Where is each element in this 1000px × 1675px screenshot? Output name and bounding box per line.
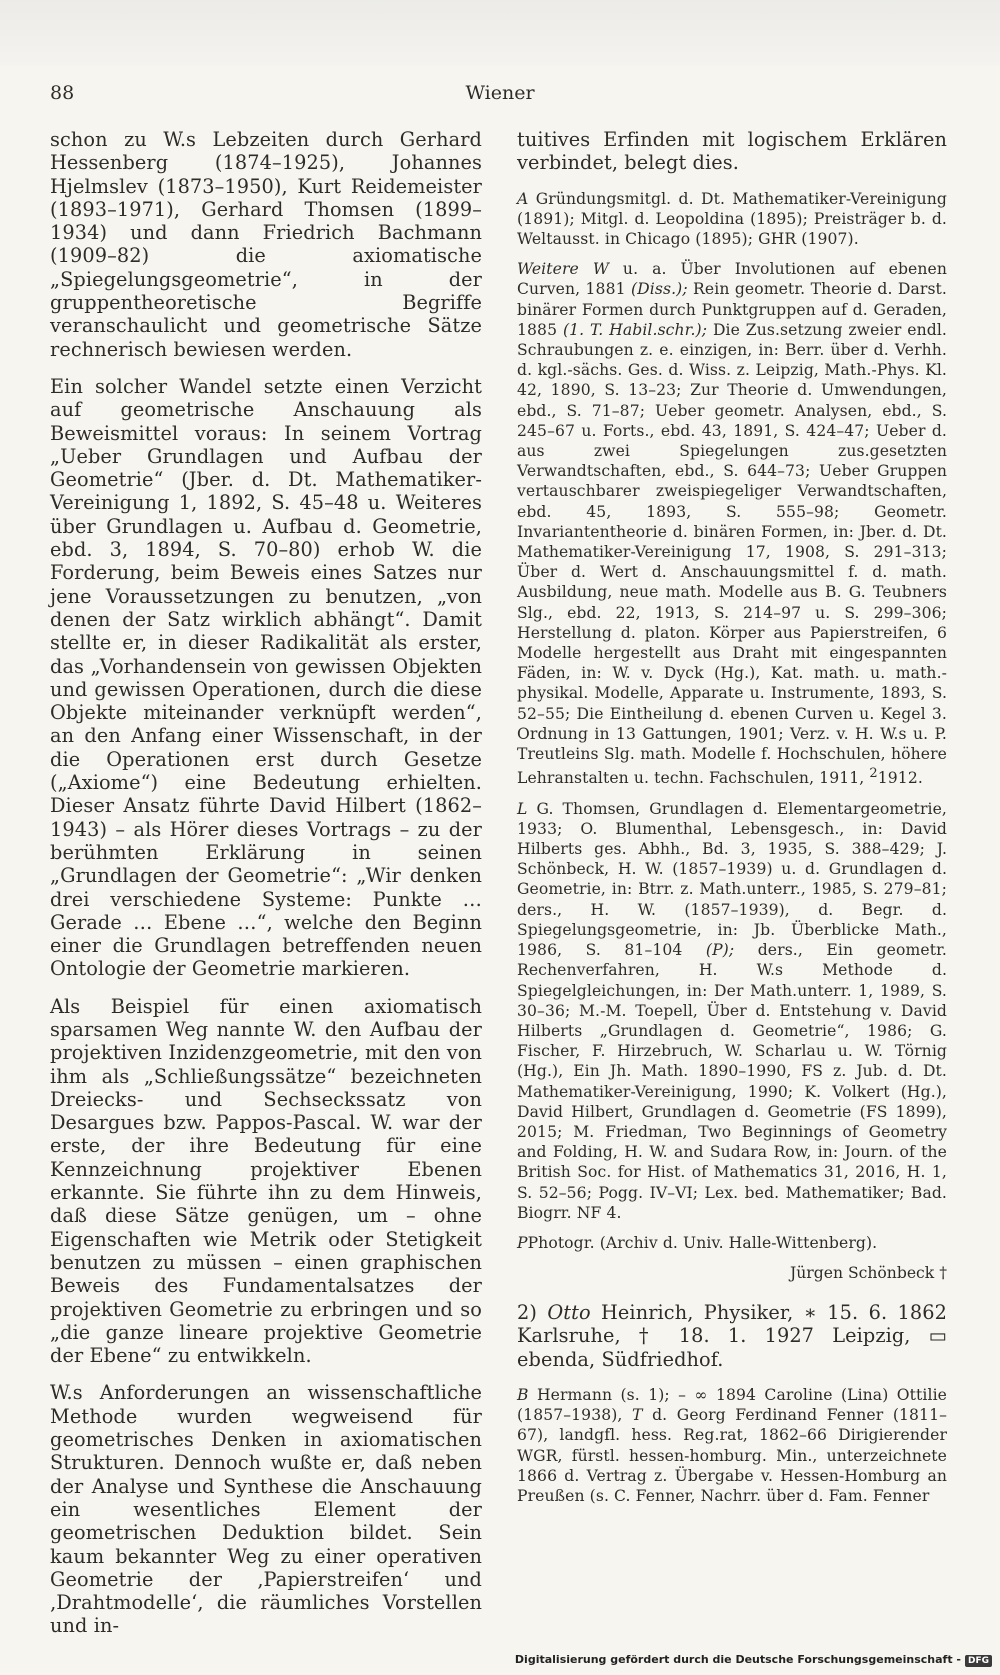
left-column <box>50 128 482 1652</box>
awards-section <box>517 189 947 250</box>
portrait-section <box>517 1233 947 1253</box>
left-paragraph-2: Ein solcher Wandel setzte einen Verzicht auf geometrische Anschauung als Beweismittel voraus: In seinem Vortrag „Ueber Grundlagen und Aufbau der Geometrie“ (Jber. d. Dt. Mathematiker-Vereinigung 1, 1892, S. 45–48 u. Weiteres über Grundlagen u. Aufbau d. Geometrie, ebd. 3, 1894, S. 70–80) erhob W. die Forderung, beim Beweis eines Satzes nur jene Voraussetzungen zu benutzen, „von denen der Satz wirklich abhängt“. Damit stellte er, in dieser Radikalität als erster, das „Vorhandensein von gewissen Objekten und gewissen Operationen, durch die diese Objekte miteinander verknüpft werden“, an den Anfang einer Wissenschaft, in der die Operationen erst durch Gesetze („Axiome“) eine Bedeutung erhielten. Dieser Ansatz führte David Hilbert (1862–1943) – als Hörer dieses Vortrags – zu der berühmten Erklärung in seinen „Grundlagen der Geometrie“: „Wir denken drei verschiedene Systeme: Punkte … Gerade … Ebene …“, welche den Beginn einer die Grundlagen betreffenden neuen Ontologie der Geometrie markieren. <box>50 374 482 981</box>
scan-top-band <box>0 0 1000 66</box>
left-paragraph-1: schon zu W.s Lebzeiten durch Gerhard Hessenberg (1874–1925), Johannes Hjelmslev (1873–1950), Kurt Reidemeister (1893–1971), Gerhard Thomsen (1899–1934) und dann Friedrich Bachmann (1909–82) die axiomatische „Spiegelungsgeometrie“, in der gruppentheoretische Begriffe veranschaulicht und geometrische Sätze rechnerisch bewiesen werden. <box>50 128 482 361</box>
portrait-text: Photogr. (Archiv d. Univ. Halle-Wittenberg). <box>527 1233 878 1252</box>
works-superscript: 2 <box>869 766 878 782</box>
works-text-2: Rein geometr. Theorie d. Darst. binärer Formen durch Punktgruppen auf d. Geraden, 1885 <box>517 280 947 339</box>
biography-text-1: Hermann (s. 1); – ∞ 1894 Caroline (Lina) Ottilie (1857–1938), <box>517 1386 947 1425</box>
works-label: Weitere W <box>517 260 609 279</box>
works-diss: (Diss.); <box>631 280 688 299</box>
entry-2-heading <box>517 1301 947 1371</box>
awards-label: A <box>517 189 529 208</box>
works-text-4: 1912. <box>877 769 923 788</box>
biography-section <box>517 1385 947 1506</box>
works-text-1: u. a. Über Involutionen auf ebenen Curven, 1881 <box>517 260 947 299</box>
author-signature: Jürgen Schönbeck † <box>790 1264 947 1283</box>
portrait-label: P <box>517 1233 528 1252</box>
awards-text: Gründungsmitgl. d. Dt. Mathematiker-Vereinigung (1891); Mitgl. d. Leopoldina (1895); Preisträger b. d. Weltausst. in Chicago (1895); GHR (1907). <box>517 189 947 248</box>
works-habil: (1. T. Habil.schr.); <box>562 320 708 339</box>
literature-text-1: G. Thomsen, Grundlagen d. Elementargeometrie, 1933; O. Blumenthal, Lebensgesch., in: David Hilberts ges. Abhh., Bd. 3, 1935, S. 388–429; J. Schönbeck, H. W. (1857–1939) u. d. Grundlagen d. Geometrie, in: Btrr. z. Math.unterr., 1985, S. 279–81; ders., H. W. (1857–1939), d. Begr. d. Spiegelungsgeometrie, in: Jb. Überblicke Math., 1986, S. 81–104 <box>517 799 947 960</box>
dfg-logo: DFG <box>965 1655 992 1667</box>
works-text-3: Die Zus.setzung zweier endl. Schraubungen z. e. einzigen, in: Berr. über d. Verhh. d. kgl.-sächs. Ges. d. Wiss. z. Leipzig, Math.-Phys. Kl. 42, 1890, S. 13–23; Zur Theorie d. Umwendungen, ebd., S. 71–87; Ueber geometr. Analysen, ebd., S. 245–67 u. Forts., ebd. 43, 1891, S. 424–47; Ueber d. aus zwei Spiegelungen zus.gesetzten Verwandtschaften, ebd., S. 644–73; Ueber Gruppen vertauschbarer zweispiegeliger Verwandtschaften, ebd. 45, 1893, S. 555–98; Geometr. Invariantentheorie d. binären Formen, in: Jber. d. Dt. Mathematiker-Vereinigung 17, 1908, S. 291–313; Über d. Wert d. Anschauungsmittel f. d. math. Ausbildung, neue math. Modelle aus B. G. Teubners Slg., ebd. 22, 1913, S. 214–97 u. S. 299–306; Herstellung d. platon. Körper aus Papierstreifen, 6 Modelle hergestellt aus Draht mit eingespannten Fäden, in: W. v. Dyck (Hg.), Kat. math. u. math.-physikal. Modelle, Apparate u. Instrumente, 1893, S. 52–55; Die Eintheilung d. ebenen Curven u. Kegel 3. Ordnung in 13 Gattungen, 1901; Verz. v. H. W.s u. P. Treutleins Slg. math. Modelle f. Hochschulen, höhere Lehranstalten u. techn. Fachschulen, 1911, <box>517 320 947 788</box>
running-title: Wiener <box>465 82 535 104</box>
page-number: 88 <box>50 82 75 104</box>
biography-text-2: d. Georg Ferdinand Fenner (1811–67), landgfl. hess. Reg.rat, 1862–66 Dirigierender WGR, fürstl. hessen-homburg. Min., unterzeichnete 1866 d. Vertrag z. Übergabe v. Hessen-Homburg an Preußen (s. C. Fenner, Nachrr. über d. Fam. Fenner <box>517 1406 947 1506</box>
entry-2-name: Otto <box>547 1301 591 1325</box>
page-header <box>50 82 950 112</box>
literature-p: (P); <box>705 941 735 960</box>
left-paragraph-4: W.s Anforderungen an wissenschaftliche Methode wurden wegweisend für geometrisches Denken in axiomatischen Strukturen. Dennoch wußte er, daß neben der Analyse und Synthese die Anschauung ein wesentliches Element der geometrischen Deduktion bildet. Sein kaum bekannter Weg zu einer operativen Geometrie der ‚Papierstreifen‘ und ‚Drahtmodelle‘, die räumliches Vorstellen und in- <box>50 1381 482 1638</box>
digitization-footer <box>515 1653 992 1667</box>
biography-t-label: T <box>632 1406 643 1425</box>
works-section <box>517 259 947 788</box>
right-paragraph-1: tuitives Erfinden mit logischem Erklären verbindet, belegt dies. <box>517 128 947 175</box>
left-paragraph-3: Als Beispiel für einen axiomatisch sparsamen Weg nannte W. den Aufbau der projektiven Inzidenzgeometrie, mit den von ihm als „Schließungssätze“ bezeichneten Dreiecks- und Sechseckssatz von Desargues bzw. Pappos-Pascal. W. war der erste, der ihre Bedeutung für eine Kennzeichnung projektiver Ebenen erkannte. Sie führte ihn zu dem Hinweis, daß diese Sätze genügen, um – ohne Eigenschaften wie Metrik oder Stetigkeit benutzen zu müssen – einen graphischen Beweis des Fundamentalsatzes der projektiven Geometrie zu erbringen und so „die ganze lineare projektive Geometrie der Ebene“ zu entwikkeln. <box>50 994 482 1368</box>
literature-text-2: ders., Ein geometr. Rechenverfahren, H. W.s Methode d. Spiegelgleichungen, in: Der Math.unterr. 1, 1989, S. 30–36; M.-M. Toepell, Über d. Entstehung v. David Hilberts „Grundlagen d. Geometrie“, 1986; G. Fischer, F. Hirzebruch, W. Scharlau u. W. Törnig (Hg.), Ein Jh. Math. 1890–1990, FS z. Jub. d. Dt. Mathematiker-Vereinigung, 1990; K. Volkert (Hg.), David Hilbert, Grundlagen d. Geometrie (FS 1899), 2015; M. Friedman, Two Beginnings of Geometry and Folding, H. W. and Sudara Row, in: Journ. of the British Soc. for Hist. of Mathematics 31, 2016, H. 1, S. 52–56; Pogg. IV–VI; Lex. bed. Mathematiker; Bad. Biogrr. NF 4. <box>517 941 947 1222</box>
entry-2-number: 2) <box>517 1301 548 1325</box>
footer-text: Digitalisierung gefördert durch die Deutsche Forschungsgemeinschaft - <box>514 1653 961 1666</box>
right-column <box>517 128 947 1516</box>
entry-2-text: Heinrich, Physiker, ∗ 15. 6. 1862 Karlsruhe, † 18. 1. 1927 Leipzig, ▭ ebenda, Südfriedhof. <box>517 1301 947 1371</box>
biography-label: B <box>517 1386 529 1405</box>
literature-section <box>517 799 947 1223</box>
literature-label: L <box>517 799 528 818</box>
